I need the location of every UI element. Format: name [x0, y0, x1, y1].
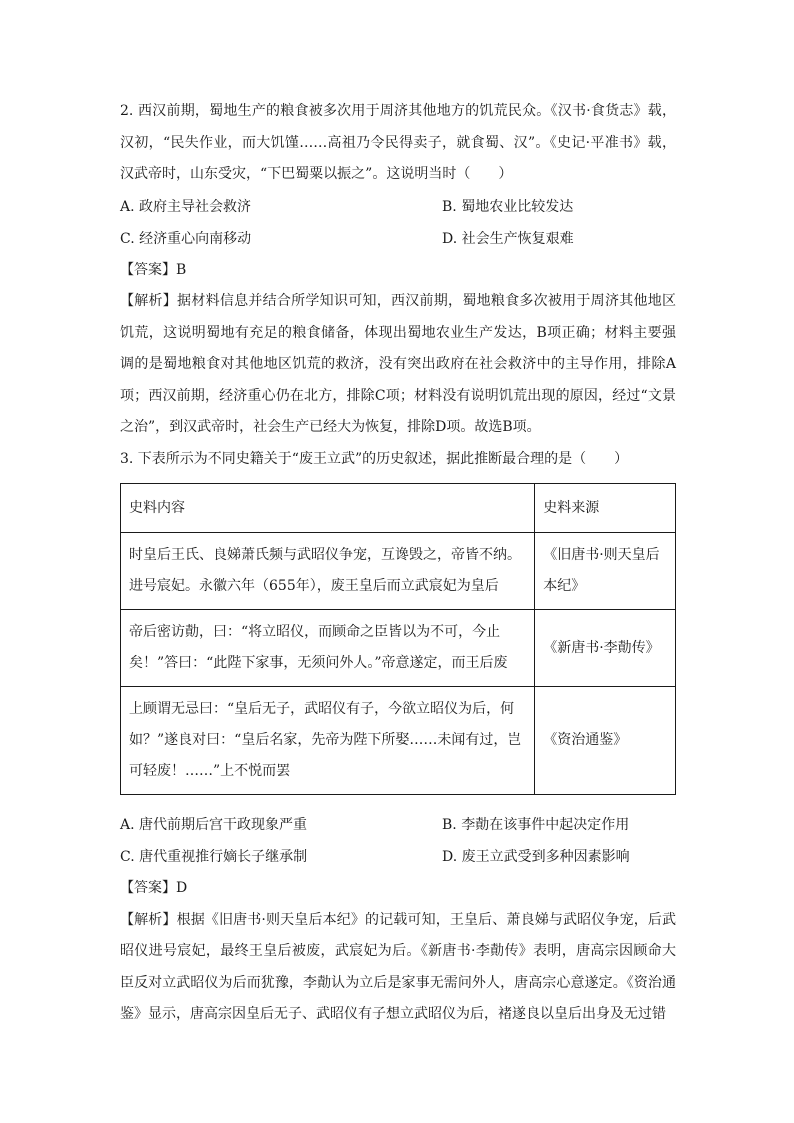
option-c: C. 唐代重视推行嫡长子继承制	[120, 849, 308, 865]
option-c: C. 经济重心向南移动	[120, 230, 252, 247]
question-3-options-row-1	[120, 809, 676, 841]
question-2-options-row-2	[120, 223, 676, 255]
table-header-row	[121, 484, 676, 533]
question-3-options-row-2	[120, 841, 676, 873]
question-3-answer: 【答案】D	[120, 880, 188, 896]
option-d: D. 社会生产恢复艰难	[442, 230, 574, 247]
question-3-stem: 3. 下表所示为不同史籍关于“废王立武”的历史叙述，据此推断最合理的是（ ）	[120, 450, 629, 467]
table-cell-content: 帝后密访勣，曰：“将立昭仪，而顾命之臣皆以为不可，今止矣！”答曰：“此陛下家事，无须问外人。”帝意遂定，而王后废	[121, 610, 535, 687]
option-b: B. 李勣在该事件中起决定作用	[442, 817, 630, 833]
table-header-source: 史料来源	[535, 484, 676, 533]
table-cell-content: 时皇后王氏、良娣萧氏频与武昭仪争宠，互谗毁之，帝皆不纳。进号宸妃。永徽六年（655年），废王皇后而立武宸妃为皇后	[121, 533, 535, 610]
option-b: B. 蜀地农业比较发达	[442, 198, 574, 215]
table-header-content: 史料内容	[121, 484, 535, 533]
table-cell-source: 《旧唐书·则天皇后本纪》	[535, 533, 676, 610]
table-cell-content: 上顾谓无忌曰：“皇后无子，武昭仪有子，今欲立昭仪为后，何如？”遂良对曰：“皇后名家，先帝为陛下所娶……未闻有过，岂可轻废！……”上不悦而罢	[121, 687, 535, 795]
table-cell-source: 《新唐书·李勣传》	[535, 610, 676, 687]
document-page	[120, 96, 676, 1031]
question-2-analysis: 【解析】据材料信息并结合所学知识可知，西汉前期，蜀地粮食多次被用于周济其他地区饥荒，这说明蜀地有充足的粮食储备，体现出蜀地农业生产发达，B项正确；材料主要强调的是蜀地粮食对其他地区饥荒的救济，没有突出政府在社会救济中的主导作用，排除A项；西汉前期，经济重心仍在北方，排除C项；材料没有说明饥荒出现的原因，经过“文景之治”，到汉武帝时，社会生产已经大为恢复，排除D项。故选B项。	[120, 293, 676, 435]
source-table	[120, 483, 676, 795]
table-row	[121, 610, 676, 687]
option-a: A. 唐代前期后宫干政现象严重	[120, 817, 308, 833]
table-row	[121, 533, 676, 610]
table-row	[121, 687, 676, 795]
question-3-analysis: 【解析】根据《旧唐书·则天皇后本纪》的记载可知，王皇后、萧良娣与武昭仪争宠，后武昭仪进号宸妃，最终王皇后被废，武宸妃为后。《新唐书·李勣传》表明，唐高宗因顾命大臣反对立武昭仪为后而犹豫，李勣认为立后是家事无需问外人，唐高宗心意遂定。《资治通鉴》显示，唐高宗因皇后无子、武昭仪有子想立武昭仪为后，褚遂良以皇后出身及无过错	[120, 911, 676, 1022]
table-cell-source: 《资治通鉴》	[535, 687, 676, 795]
option-d: D. 废王立武受到多种因素影响	[442, 849, 630, 865]
question-2-stem: 2. 西汉前期，蜀地生产的粮食被多次用于周济其他地方的饥荒民众。《汉书·食货志》载，汉初，“民失作业，而大饥馑……高祖乃令民得卖子，就食蜀、汉”。《史记·平准书》载，汉武帝时，山东受灾，“下巴蜀粟以振之”。这说明当时（ ）	[120, 103, 676, 182]
question-2-options-row-1	[120, 191, 676, 223]
option-a: A. 政府主导社会救济	[120, 198, 252, 215]
question-2-answer: 【答案】B	[120, 261, 187, 278]
